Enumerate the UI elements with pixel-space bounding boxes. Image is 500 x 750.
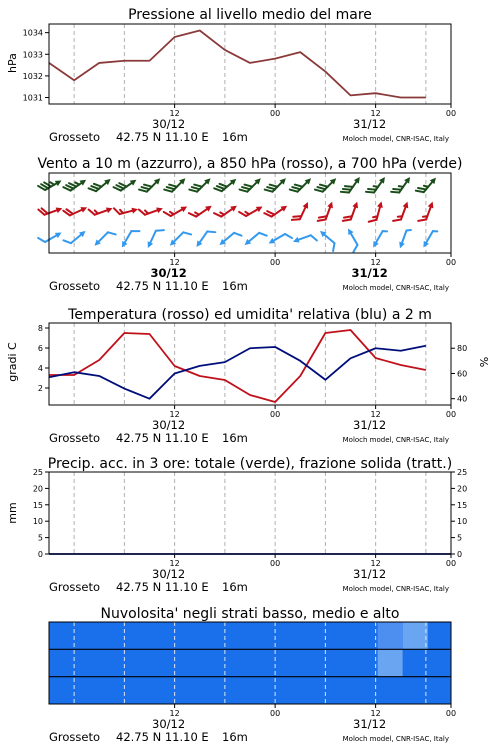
cloud-cell (126, 649, 151, 676)
barb-head (327, 201, 335, 209)
wind-barb (264, 200, 289, 221)
wind-barb (189, 200, 214, 221)
cloud-cell (177, 622, 202, 649)
x-tick-label: 00 (270, 410, 281, 419)
date-label: 30/12 (152, 117, 186, 131)
barb-head (119, 241, 127, 249)
wind-barb (218, 228, 242, 250)
cloud-cell (101, 649, 126, 676)
station-coords: 42.75 N 11.10 E (116, 431, 209, 445)
y2-tick-label: 10 (457, 517, 468, 527)
x-tick-label: 00 (270, 258, 281, 267)
cloud-cell (277, 649, 302, 676)
pressure-plot-frame (49, 24, 451, 104)
cloud-cell (378, 677, 403, 704)
precipitation-y2-ticks (451, 468, 467, 559)
barb-feather (108, 230, 116, 238)
model-credit: Moloch model, CNR-ISAC, Italy (342, 436, 449, 444)
barb-head (377, 201, 384, 208)
x-tick-label: 12 (370, 109, 381, 118)
date-label: 30/12 (152, 717, 186, 731)
temperature-x-ticks (152, 405, 456, 432)
station-name: Grosseto (49, 130, 101, 144)
station-elevation: 16m (222, 580, 248, 594)
cloud-cell (428, 622, 451, 649)
y2-tick-label: 40 (457, 394, 468, 404)
x-tick-label: 00 (445, 109, 457, 118)
x-tick-label: 00 (445, 410, 457, 419)
wind-barb (239, 200, 264, 220)
wind-barb (38, 174, 63, 194)
wind-barb (189, 173, 212, 196)
pressure-x-ticks (152, 104, 456, 131)
model-credit: Moloch model, CNR-ISAC, Italy (342, 585, 449, 593)
temperature-line (49, 330, 426, 402)
barb-head (303, 201, 311, 209)
temperature-y-ticks (38, 324, 49, 393)
wind-barb (89, 202, 114, 219)
x-tick-label: 12 (370, 258, 381, 267)
date-label: 31/12 (351, 266, 388, 280)
wind-barb (243, 228, 267, 250)
y-tick-label: 2 (37, 384, 43, 393)
wind-barb (89, 174, 113, 196)
cloud-cell (403, 649, 428, 676)
cloud-cell (202, 649, 227, 676)
station-elevation: 16m (222, 431, 248, 445)
barb-feather (259, 230, 267, 238)
cloud-cell (403, 677, 428, 704)
y-tick-label: 25 (32, 468, 43, 477)
precipitation-title: Precip. acc. in 3 ore: totale (verde), frazione solida (tratt.) (47, 456, 453, 472)
precipitation-x-ticks (152, 554, 456, 581)
barb-head (397, 242, 405, 250)
x-tick-label: 12 (370, 709, 381, 718)
station-coords: 42.75 N 11.10 E (116, 730, 209, 744)
y-tick-label: 5 (37, 533, 43, 543)
barb-feather (131, 228, 139, 235)
temperature-humidity-series (49, 330, 426, 402)
barb-head (145, 241, 153, 249)
x-tick-label: 00 (270, 709, 281, 718)
cloud-cell (403, 622, 428, 649)
wind-barb (421, 228, 438, 250)
barb-half-feather (433, 229, 437, 233)
wind-barb (315, 229, 339, 251)
barb-head (403, 201, 411, 209)
wind-barb (114, 202, 139, 218)
barb-head (156, 205, 164, 213)
barb-head (345, 227, 353, 235)
cloud-cell (327, 677, 352, 704)
temperature-humidity-panel (6, 307, 491, 445)
barb-feather (156, 227, 164, 234)
wind-barb (290, 173, 313, 196)
date-label: 30/12 (152, 567, 186, 581)
wind-barb (393, 199, 410, 224)
precipitation-plot-frame (49, 472, 451, 554)
x-tick-label: 00 (445, 258, 457, 267)
wind-barb (342, 227, 362, 252)
date-label: 31/12 (353, 717, 387, 731)
station-elevation: 16m (222, 279, 248, 293)
barb-feather (63, 238, 71, 246)
barb-head (56, 205, 64, 213)
date-label: 31/12 (353, 418, 387, 432)
barb-head (371, 241, 379, 249)
wind-barb (38, 226, 63, 246)
station-name: Grosseto (49, 279, 101, 293)
cloud-cell (76, 649, 101, 676)
station-elevation: 16m (222, 130, 248, 144)
date-label: 31/12 (353, 567, 387, 581)
wind-footer (49, 279, 449, 293)
precipitation-footer (49, 580, 449, 594)
y-tick-label: 4 (37, 364, 43, 373)
cloud-cell (378, 622, 403, 649)
wind-barb (371, 228, 388, 250)
cloud-cell (378, 649, 403, 676)
y2-tick-label: 25 (457, 468, 468, 477)
barb-feather (183, 230, 191, 238)
temperature-plot-frame (49, 323, 451, 405)
barb-head (292, 237, 300, 245)
barb-feather (114, 207, 120, 215)
cloud-cell (353, 622, 378, 649)
wind-barb (416, 173, 438, 197)
wind-x-ticks (151, 253, 457, 280)
station-coords: 42.75 N 11.10 E (116, 279, 209, 293)
x-tick-label: 12 (169, 709, 180, 718)
y-tick-label: 1034 (22, 28, 43, 38)
barb-half-feather (383, 229, 387, 233)
wind-barb (292, 199, 311, 224)
cloud-cell (428, 677, 451, 704)
wind-barb (164, 200, 189, 220)
barb-feather (234, 230, 242, 238)
y-tick-label: 8 (37, 324, 43, 333)
cloud-cell (353, 677, 378, 704)
cloud-cell (177, 649, 202, 676)
cloud-cell (227, 649, 252, 676)
y-tick-label: 1032 (22, 71, 43, 81)
wind-panel (37, 156, 462, 293)
barb-feather (418, 217, 426, 223)
wind-barbs (38, 173, 438, 252)
pressure-grid (74, 24, 426, 104)
cloud-cell (227, 677, 252, 704)
cloud-cell (302, 622, 327, 649)
barb-feather (393, 217, 401, 223)
pressure-series (49, 30, 426, 97)
station-coords: 42.75 N 11.10 E (116, 580, 209, 594)
wind-barb (343, 199, 360, 224)
precipitation-grid (74, 472, 426, 554)
pressure-title: Pressione al livello medio del mare (128, 7, 372, 23)
humidity-y-ticks (451, 344, 467, 403)
pressure-panel (6, 7, 456, 144)
barb-head (106, 205, 114, 213)
y-tick-label: 0 (37, 550, 43, 559)
cloud-cell (76, 677, 101, 704)
cloud-cell (101, 677, 126, 704)
wind-barb (369, 200, 385, 225)
cloud-cell (302, 677, 327, 704)
date-label: 30/12 (152, 418, 186, 432)
cloud-cell (152, 649, 177, 676)
date-label: 30/12 (150, 266, 187, 280)
model-credit: Moloch model, CNR-ISAC, Italy (342, 135, 449, 143)
barb-head (267, 238, 275, 246)
wind-barb (168, 227, 191, 250)
cloud-cell (302, 649, 327, 676)
cloudiness-cells (49, 622, 451, 704)
barb-feather (285, 232, 292, 240)
wind-barb (38, 202, 63, 219)
cloud-cell (51, 677, 76, 704)
cloud-cell (327, 649, 352, 676)
wind-barb (114, 174, 139, 195)
x-tick-label: 00 (270, 559, 281, 568)
precipitation-y-axis-label: mm (6, 502, 19, 524)
cloud-cell (101, 622, 126, 649)
cloud-cell (353, 649, 378, 676)
precipitation-panel (6, 456, 467, 594)
cloud-cell (277, 622, 302, 649)
cloudiness-footer (49, 730, 449, 744)
cloud-cell (252, 677, 277, 704)
pressure-line (49, 30, 426, 97)
barb-feather (311, 234, 317, 242)
station-name: Grosseto (49, 580, 101, 594)
x-tick-label: 00 (270, 109, 281, 118)
y-tick-label: 20 (32, 484, 43, 494)
barb-feather (38, 236, 45, 244)
cloud-cell (252, 649, 277, 676)
cloudiness-x-ticks (152, 704, 456, 731)
barb-head (80, 205, 88, 213)
cloud-cell (51, 649, 76, 676)
y-tick-label: 1031 (22, 93, 43, 103)
model-credit: Moloch model, CNR-ISAC, Italy (342, 735, 449, 743)
station-name: Grosseto (49, 730, 101, 744)
x-tick-label: 00 (445, 559, 457, 568)
barb-feather (351, 245, 359, 252)
wind-barb (139, 202, 164, 219)
wind-barb (265, 173, 288, 196)
y2-tick-label: 80 (457, 344, 468, 354)
wind-barb (63, 226, 87, 248)
x-tick-label: 00 (445, 709, 457, 718)
wind-barb (164, 173, 187, 196)
barb-feather (330, 243, 338, 251)
barb-head (180, 204, 188, 212)
station-coords: 42.75 N 11.10 E (116, 130, 209, 144)
temperature-title: Temperatura (rosso) ed umidita' relativa (blu) a 2 m (68, 307, 432, 323)
station-elevation: 16m (222, 730, 248, 744)
barb-head (352, 201, 360, 209)
wind-barb (63, 174, 88, 195)
y-tick-label: 1033 (22, 50, 43, 60)
x-tick-label: 12 (370, 559, 381, 568)
date-label: 31/12 (353, 117, 387, 131)
x-tick-label: 12 (169, 109, 180, 118)
barb-head (131, 206, 138, 213)
temperature-y-axis-label: gradi C (6, 342, 19, 382)
barb-half-feather (406, 229, 410, 232)
barb-feather (139, 208, 145, 216)
cloud-cell (327, 622, 352, 649)
wind-barb (318, 199, 335, 224)
cloud-cell (177, 677, 202, 704)
cloud-cell (227, 622, 252, 649)
y2-tick-label: 60 (457, 369, 468, 379)
cloud-cell (76, 622, 101, 649)
cloud-cell (252, 622, 277, 649)
wind-barb (92, 227, 115, 250)
precipitation-y-ticks (33, 468, 49, 559)
temperature-grid (74, 323, 426, 405)
wind-barb (194, 226, 215, 251)
cloud-cell (152, 677, 177, 704)
pressure-y-axis-label: hPa (6, 53, 19, 73)
wind-barb (240, 173, 263, 196)
wind-barb (315, 173, 338, 196)
cloud-cell (202, 622, 227, 649)
wind-barb (145, 226, 164, 251)
cloud-cell (126, 677, 151, 704)
cloud-cell (277, 677, 302, 704)
cloud-cell (126, 622, 151, 649)
cloud-cell (51, 622, 76, 649)
barb-feather (207, 228, 215, 235)
barb-feather (89, 208, 95, 216)
wind-barb (267, 229, 292, 249)
barb-head (421, 241, 429, 249)
wind-barb (366, 173, 387, 198)
cloud-cell (428, 649, 451, 676)
y2-tick-label: 5 (457, 533, 463, 543)
barb-head (256, 204, 264, 212)
wind-barb (397, 228, 411, 250)
wind-barb (391, 173, 412, 198)
cloudiness-panel (49, 606, 456, 744)
station-name: Grosseto (49, 431, 101, 445)
y-tick-label: 15 (32, 500, 43, 510)
y2-tick-label: 20 (457, 484, 468, 494)
pressure-y-ticks (23, 29, 49, 103)
cloud-cell (202, 677, 227, 704)
wind-barb (292, 231, 317, 248)
wind-title: Vento a 10 m (azzurro), a 850 hPa (rosso), a 700 hPa (verde) (37, 156, 463, 172)
barb-head (55, 178, 63, 186)
wind-barb (63, 201, 88, 220)
barb-head (428, 201, 436, 209)
cloudiness-title: Nuvolosita' negli strati basso, medio e alto (100, 606, 400, 622)
wind-barb (341, 173, 362, 198)
wind-barb (119, 226, 139, 251)
y2-tick-label: 15 (457, 500, 468, 510)
wind-barb (418, 199, 435, 224)
y2-tick-label: 0 (457, 550, 463, 559)
y-tick-label: 10 (32, 517, 43, 527)
cloud-cell (152, 622, 177, 649)
temperature-footer (49, 431, 449, 445)
wind-barb (139, 173, 162, 196)
x-tick-label: 12 (169, 410, 180, 419)
x-tick-label: 12 (169, 559, 180, 568)
pressure-footer (49, 130, 449, 144)
x-tick-label: 12 (370, 410, 381, 419)
y-tick-label: 6 (37, 344, 43, 353)
x-tick-label: 12 (169, 258, 180, 267)
wind-barb (214, 200, 239, 221)
wind-barb (214, 174, 238, 196)
model-credit: Moloch model, CNR-ISAC, Italy (342, 284, 449, 292)
barb-head (55, 230, 63, 238)
humidity-y-axis-label: % (478, 356, 491, 368)
